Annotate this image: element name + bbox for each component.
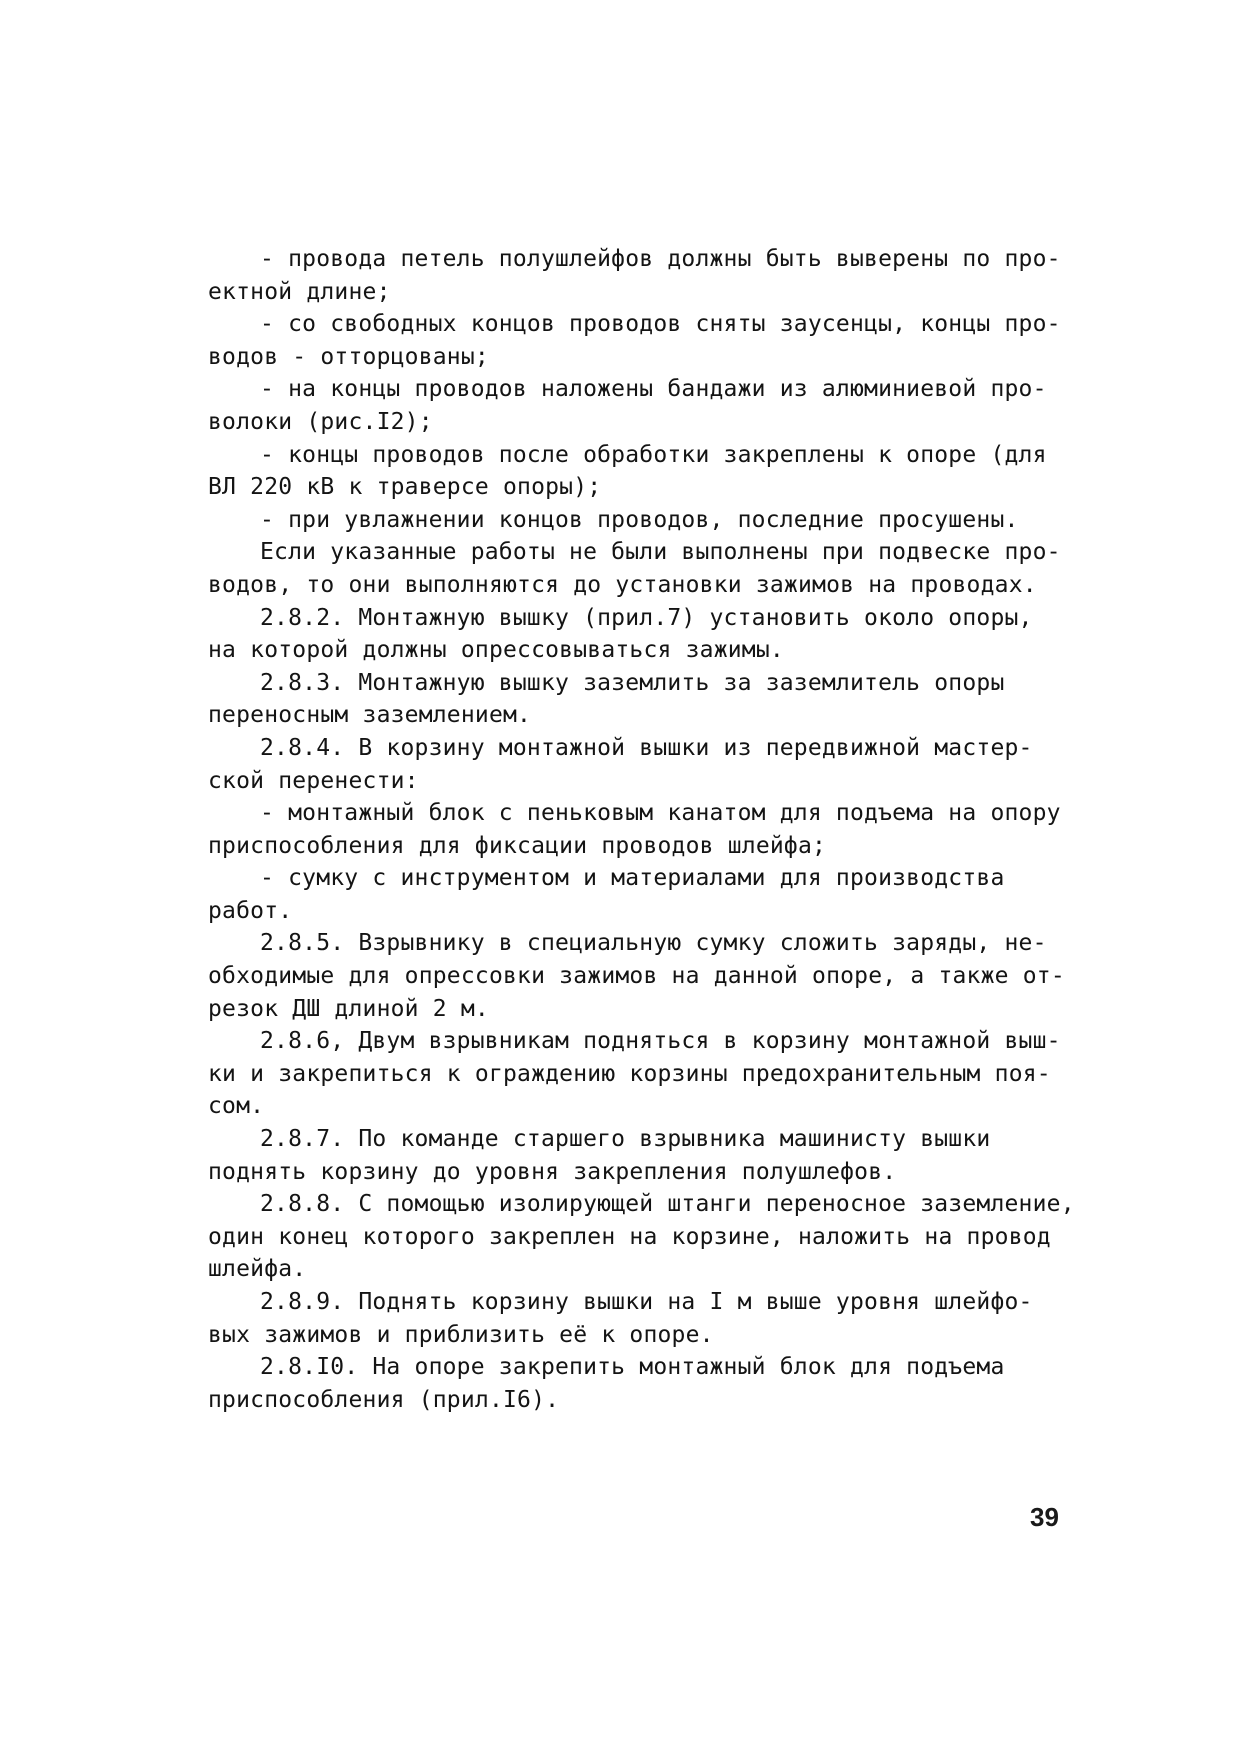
body-text bbox=[208, 243, 1075, 1416]
text-line: поднять корзину до уровня закрепления полушлефов. bbox=[208, 1158, 897, 1185]
text-line: один конец которого закреплен на корзине, наложить на провод bbox=[208, 1223, 1051, 1250]
text-line: приспособления для фиксации проводов шлейфа; bbox=[208, 832, 827, 859]
text-line: ектной длине; bbox=[208, 278, 391, 305]
text-line: сом. bbox=[208, 1093, 265, 1120]
text-line: - сумку с инструментом и материалами для производства bbox=[260, 865, 1005, 892]
text-line: работ. bbox=[208, 897, 293, 924]
text-line: обходимые для опрессовки зажимов на данной опоре, а также от- bbox=[208, 963, 1065, 990]
text-line: шлейфа. bbox=[208, 1256, 307, 1283]
text-line: 2.8.7. По команде старшего взрывника машинисту вышки bbox=[260, 1126, 991, 1153]
text-line: 2.8.6, Двум взрывникам подняться в корзину монтажной выш- bbox=[260, 1028, 1061, 1055]
text-line: резок ДШ длиной 2 м. bbox=[208, 995, 489, 1022]
text-line: 2.8.4. В корзину монтажной вышки из передвижной мастер- bbox=[260, 734, 1033, 761]
text-line: вых зажимов и приблизить её к опоре. bbox=[208, 1321, 714, 1348]
text-line: на которой должны опрессовываться зажимы. bbox=[208, 637, 784, 664]
text-line: 2.8.I0. На опоре закрепить монтажный блок для подъема bbox=[260, 1354, 1005, 1381]
text-line: - монтажный блок с пеньковым канатом для подъема на опору bbox=[260, 800, 1061, 827]
text-line: ки и закрепиться к ограждению корзины предохранительным поя- bbox=[208, 1060, 1051, 1087]
text-line: переносным заземлением. bbox=[208, 702, 532, 729]
page-number: 39 bbox=[1030, 1502, 1059, 1532]
text-line: ской перенести: bbox=[208, 767, 419, 794]
text-line: волоки (рис.I2); bbox=[208, 408, 433, 435]
text-line: ВЛ 220 кВ к траверсе опоры); bbox=[208, 474, 602, 501]
text-line: 2.8.8. С помощью изолирующей штанги переносное заземление, bbox=[260, 1191, 1075, 1218]
text-line: - со свободных концов проводов сняты заусенцы, концы про- bbox=[260, 311, 1061, 338]
text-line: 2.8.2. Монтажную вышку (прил.7) установить около опоры, bbox=[260, 604, 1033, 631]
text-line: 2.8.5. Взрывнику в специальную сумку сложить заряды, не- bbox=[260, 930, 1047, 957]
text-line: водов, то они выполняются до установки зажимов на проводах. bbox=[208, 571, 1037, 598]
text-line: приспособления (прил.I6). bbox=[208, 1386, 560, 1413]
text-line: водов - отторцованы; bbox=[208, 343, 489, 370]
text-line: 2.8.9. Поднять корзину вышки на I м выше уровня шлейфо- bbox=[260, 1289, 1033, 1315]
text-line: - концы проводов после обработки закреплены к опоре (для bbox=[260, 441, 1047, 468]
text-line: - провода петель полушлейфов должны быть выверены по про- bbox=[260, 246, 1061, 272]
text-line: Если указанные работы не были выполнены при подвеске про- bbox=[260, 539, 1061, 566]
text-line: - на концы проводов наложены бандажи из алюминиевой про- bbox=[260, 376, 1047, 403]
text-line: 2.8.3. Монтажную вышку заземлить за заземлитель опоры bbox=[260, 669, 1005, 696]
text-line: - при увлажнении концов проводов, последние просушены. bbox=[260, 506, 1019, 533]
